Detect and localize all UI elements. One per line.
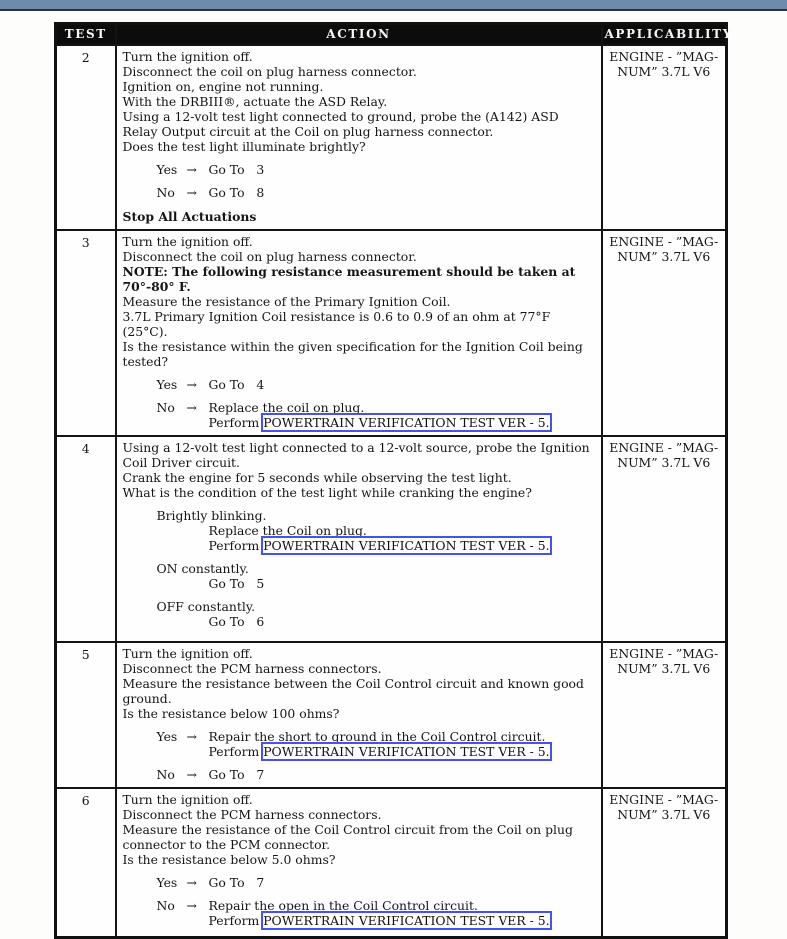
action-cell	[116, 788, 602, 938]
result-line: Go To 4	[208, 377, 265, 392]
test-number-cell: 5	[56, 642, 116, 788]
arrow-right-icon: →	[186, 400, 197, 415]
answer-results	[209, 875, 595, 890]
action-step: Measure the resistance of the Coil Control circuit from the Coil on plug connector to the PCM connector.	[122, 822, 573, 852]
arrow-right-icon: →	[186, 898, 197, 913]
action-step: Turn the ignition off.	[122, 792, 253, 807]
column-header-action: ACTION	[116, 24, 602, 46]
condition-option	[123, 599, 595, 629]
applicability-cell: ENGINE - ”MAG- NUM” 3.7L V6	[602, 230, 727, 436]
arrow-right-icon: →	[186, 377, 197, 392]
condition-option	[123, 561, 595, 591]
condition-label: ON constantly.	[156, 561, 249, 576]
column-header-test: TEST	[56, 24, 116, 46]
action-step: 3.7L Primary Ignition Coil resistance is 0.6 to 0.9 of an ohm at 77°F (25°C).	[122, 309, 551, 339]
powertrain-verification-link[interactable]: POWERTRAIN VERIFICATION TEST VER - 5.	[263, 744, 550, 759]
answer-label: Yes	[156, 875, 178, 890]
action-cell	[116, 45, 602, 230]
action-cell	[116, 436, 602, 642]
action-step: Is the resistance within the given specification for the Ignition Coil being tested?	[122, 339, 583, 369]
answer-label: No	[156, 898, 175, 913]
action-step: Turn the ignition off.	[122, 49, 253, 64]
result-line: Perform POWERTRAIN VERIFICATION TEST VER - 5.	[208, 415, 550, 430]
answer-option	[123, 875, 595, 890]
action-step: Ignition on, engine not running.	[122, 79, 324, 94]
answer-option	[123, 400, 595, 430]
action-step: Measure the resistance of the Primary Ignition Coil.	[122, 294, 451, 309]
result-line: Perform POWERTRAIN VERIFICATION TEST VER - 5.	[208, 538, 550, 553]
action-step: NOTE: The following resistance measurement should be taken at 70°-80° F.	[122, 264, 576, 294]
result-line: Go To 7	[208, 767, 265, 782]
answer-results	[209, 185, 595, 200]
arrow-right-icon: →	[186, 729, 197, 744]
column-header-applicability: APPLICABILITY	[602, 24, 727, 46]
arrow-right-icon: →	[186, 162, 197, 177]
test-row	[56, 45, 727, 230]
applicability-cell: ENGINE - ”MAG- NUM” 3.7L V6	[602, 642, 727, 788]
result-line: Replace the coil on plug.	[208, 400, 365, 415]
table-body	[56, 45, 727, 938]
arrow-right-icon: →	[186, 767, 197, 782]
answer-results	[209, 729, 595, 759]
action-step: Turn the ignition off.	[122, 234, 253, 249]
applicability-cell: ENGINE - ”MAG- NUM” 3.7L V6	[602, 788, 727, 938]
action-step: Using a 12-volt test light connected to ground, probe the (A142) ASD Relay Output circuit at the Coil on plug harness connector.	[122, 109, 559, 139]
answer-results	[209, 377, 595, 392]
result-line: Go To 7	[208, 875, 265, 890]
answer-option	[123, 162, 595, 177]
answer-option	[123, 898, 595, 928]
result-line: Perform POWERTRAIN VERIFICATION TEST VER - 5.	[208, 744, 550, 759]
answer-option	[123, 185, 595, 200]
answer-label: No	[156, 400, 175, 415]
answer-label: Yes	[156, 729, 178, 744]
result-line: Go To 6	[208, 614, 265, 629]
answer-option	[123, 377, 595, 392]
answer-label: No	[156, 185, 175, 200]
action-step: Measure the resistance between the Coil Control circuit and known good ground.	[122, 676, 584, 706]
test-number-cell: 2	[56, 45, 116, 230]
powertrain-verification-link[interactable]: POWERTRAIN VERIFICATION TEST VER - 5.	[263, 913, 550, 928]
answer-label: Yes	[156, 162, 178, 177]
test-row	[56, 230, 727, 436]
answer-option	[123, 767, 595, 782]
answer-option	[123, 729, 595, 759]
result-line: Replace the Coil on plug.	[208, 523, 367, 538]
test-number-cell: 3	[56, 230, 116, 436]
action-step: Turn the ignition off.	[122, 646, 253, 661]
result-line: Repair the open in the Coil Control circuit.	[208, 898, 478, 913]
test-number-cell: 4	[56, 436, 116, 642]
action-step: Disconnect the PCM harness connectors.	[122, 807, 382, 822]
window-top-bar	[0, 0, 787, 11]
action-step: With the DRBIII®, actuate the ASD Relay.	[122, 94, 388, 109]
arrow-right-icon: →	[186, 875, 197, 890]
action-step: Does the test light illuminate brightly?	[122, 139, 366, 154]
condition-label: OFF constantly.	[156, 599, 256, 614]
action-cell	[116, 642, 602, 788]
result-line: Go To 3	[208, 162, 265, 177]
condition-label: Brightly blinking.	[156, 508, 267, 523]
stop-actuations-note: Stop All Actuations	[122, 209, 257, 224]
answer-results	[209, 162, 595, 177]
diagnostic-test-table	[54, 22, 733, 939]
result-line: Go To 5	[208, 576, 265, 591]
test-row	[56, 642, 727, 788]
result-line: Perform POWERTRAIN VERIFICATION TEST VER - 5.	[208, 913, 550, 928]
applicability-cell: ENGINE - ”MAG- NUM” 3.7L V6	[602, 436, 727, 642]
action-step: Disconnect the PCM harness connectors.	[122, 661, 382, 676]
action-step: Disconnect the coil on plug harness connector.	[122, 249, 417, 264]
applicability-cell: ENGINE - ”MAG- NUM” 3.7L V6	[602, 45, 727, 230]
action-cell	[116, 230, 602, 436]
powertrain-verification-link[interactable]: POWERTRAIN VERIFICATION TEST VER - 5.	[263, 415, 550, 430]
answer-results	[209, 400, 595, 430]
answer-results	[209, 767, 595, 782]
powertrain-verification-link[interactable]: POWERTRAIN VERIFICATION TEST VER - 5.	[263, 538, 550, 553]
answer-label: Yes	[156, 377, 178, 392]
answer-results	[209, 576, 595, 591]
test-row	[56, 436, 727, 642]
action-step: What is the condition of the test light while cranking the engine?	[122, 485, 532, 500]
action-step: Using a 12-volt test light connected to a 12-volt source, probe the Ignition Coil Driver circuit.	[122, 440, 590, 470]
action-step: Crank the engine for 5 seconds while observing the test light.	[122, 470, 512, 485]
action-step: Disconnect the coil on plug harness connector.	[122, 64, 417, 79]
result-line: Go To 8	[208, 185, 265, 200]
arrow-right-icon: →	[186, 185, 197, 200]
answer-results	[209, 614, 595, 629]
action-step: Is the resistance below 5.0 ohms?	[122, 852, 336, 867]
condition-option	[123, 508, 595, 553]
answer-results	[209, 523, 595, 553]
result-line: Repair the short to ground in the Coil Control circuit.	[208, 729, 546, 744]
test-row	[56, 788, 727, 938]
test-number-cell: 6	[56, 788, 116, 938]
table-header-row	[56, 24, 727, 46]
action-step: Is the resistance below 100 ohms?	[122, 706, 340, 721]
answer-label: No	[156, 767, 175, 782]
answer-results	[209, 898, 595, 928]
